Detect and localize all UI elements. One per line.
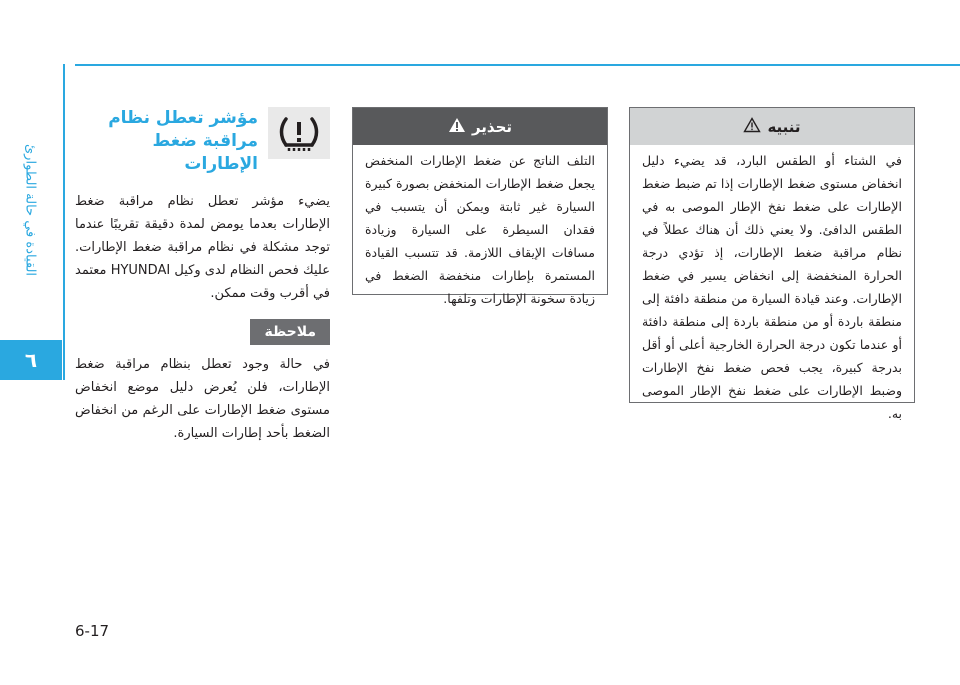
caution-title: تنبيه [767,117,801,136]
section-heading: مؤشر تعطل نظام مراقبة ضغط الإطارات [108,108,258,174]
main-column [75,107,330,445]
top-rule [75,64,960,66]
caution-header [630,108,914,145]
note-paragraph: في حالة وجود تعطل بنظام مراقبة ضغط الإطارات، فلن يُعرض دليل موضع انخفاض مستوى ضغط الإطارات على الرغم من انخفاض الضغط بأحد إطارات السيارة. [75,357,330,441]
warning-box [352,107,608,306]
warning-body: التلف الناتج عن ضغط الإطارات المنخفض يجعل ضغط الإطارات المنخفض بصورة كبيرة السيارة غير ثابتة ويمكن أن يتسبب في فقدان السيطرة على السيارة وزيادة مسافات الإيقاف اللازمة. قد تتسبب القيادة المستمرة بإطارات منخفضة الضغط في زيادة سخونة الإطارات وتلفها. [365,153,595,306]
note-badge-wrap [75,305,330,345]
side-chapter-title: القيادة في حالة الطوارئ [22,143,38,277]
section-paragraph: يضيء مؤشر تعطل نظام مراقبة ضغط الإطارات بعدما يومض لمدة دقيقة تقريبًا عندما توجد مشكلة في نظام مراقبة ضغط الإطارات. عليك فحص النظام لدى وكيل HYUNDAI معتمد في أقرب وقت ممكن. [75,194,330,301]
warning-header [353,108,607,145]
note-badge: ملاحظة [250,319,330,345]
side-rule [63,64,65,380]
section-heading-row [75,107,330,176]
caution-triangle-icon [743,117,761,137]
caution-body: في الشتاء أو الطقس البارد، قد يضيء دليل انخفاض مستوى ضغط الإطارات إذا تم ضبط ضغط الإطارات على ضغط نفخ الإطار الموصى به في الطقس الدافئ. ولا يعني ذلك أن هناك عطلاً في نظام مراقبة ضغط الإطارات، إذ تؤدي درجة الحرارة المنخفضة إلى انخفاض يسير في ضغط الإطارات. وعند قيادة السيارة من منطقة دافئة إلى منطقة باردة أو من منطقة باردة إلى منطقة دافئة أو عندما تكون درجة الحرارة الخارجية أعلى أو أقل بدرجة كبيرة، يجب فحص ضغط نفخ الإطارات وضبط الإطارات على ضغط نفخ الإطار الموصى به. [642,153,902,421]
warning-title: تحذير [471,117,513,136]
tpms-warning-icon [268,107,330,159]
warning-triangle-icon [448,117,466,137]
page-number: 6-17 [75,622,110,640]
caution-box [629,107,915,421]
chapter-tab: ٦ [0,340,62,380]
